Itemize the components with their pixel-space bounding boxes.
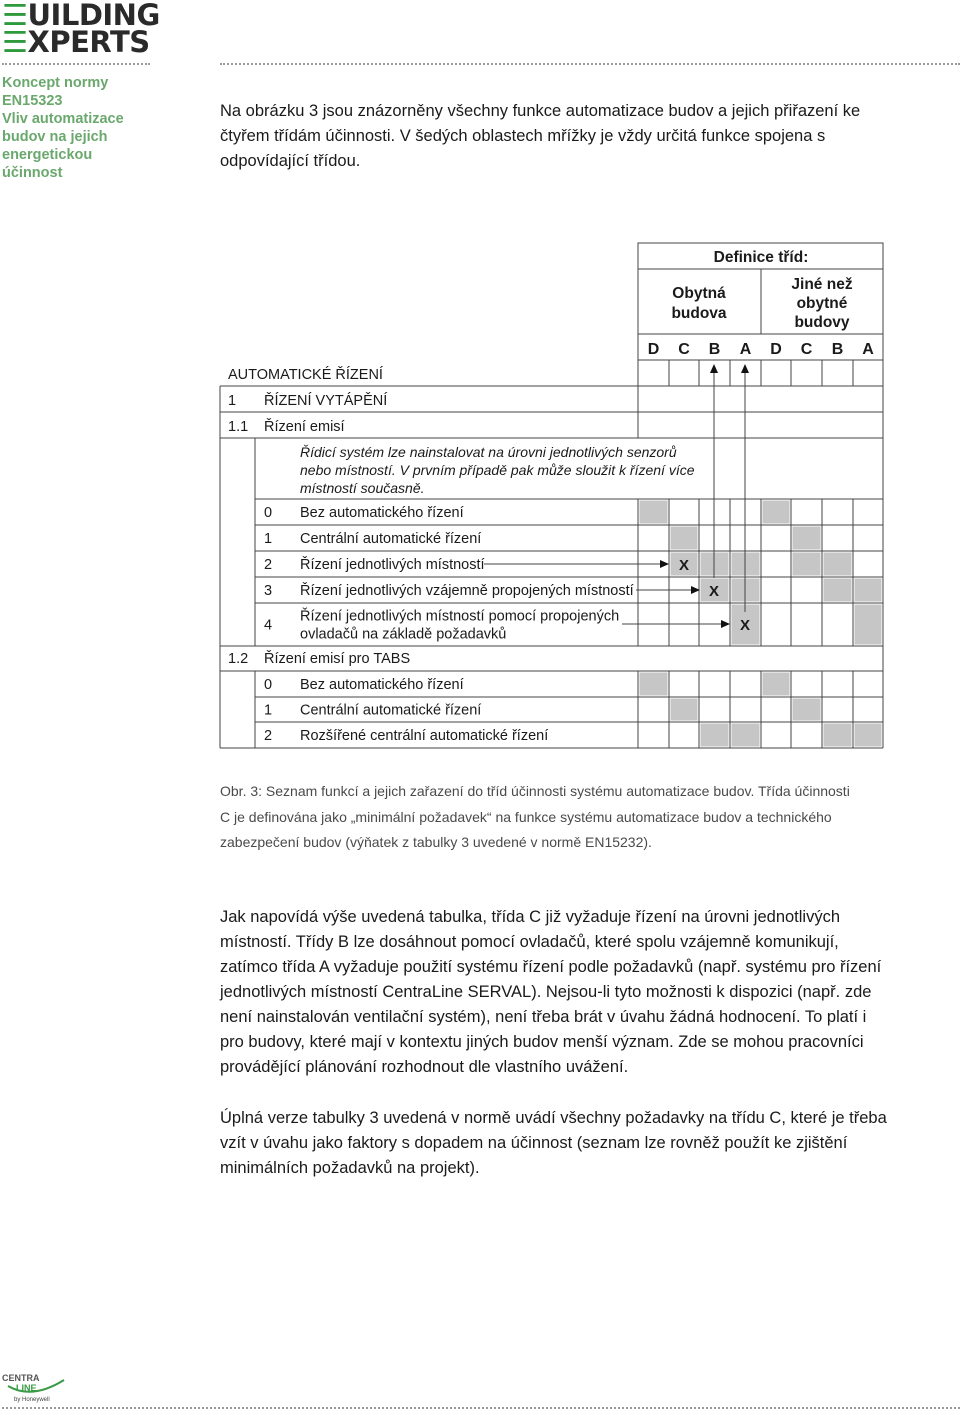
gray-cell [640,673,668,696]
row-number: 1 [228,393,237,409]
gray-cell [855,724,882,747]
emission-note: místností současně. [300,480,425,496]
row-number: 2 [264,557,273,573]
brand-bottom: LINE [16,1383,37,1393]
emission-note: nebo místností. V prvním případě pak může sloužit k řízení více [300,462,695,478]
gray-cell [793,553,821,576]
gray-cell [855,605,882,645]
logo-line-1: ☰UILDING [2,0,160,32]
gray-cell [793,699,821,721]
gray-cell [824,724,852,747]
row-label: Bez automatického řízení [300,677,464,693]
row-label: Řízení emisí pro TABS [264,651,411,667]
body-paragraph-2: Úplná verze tabulky 3 uvedená v normě uvádí všechny požadavky na třídu C, které je třeba vzít v úvahu jako faktory s dopadem na účinnost (seznam lze rovněž použít ke zjištění minimálních požadavků na projekt). [220,1109,887,1177]
row-number: 1 [264,702,273,719]
arrow-head-icon [741,364,749,373]
row-number: 1.1 [228,419,249,435]
row-label: Bez automatického řízení [300,505,464,521]
group-residential: Obytná [672,285,726,302]
row-label: Centrální automatické řízení [300,531,482,547]
logo-e-bars-icon: ☰ [2,0,28,32]
class-letter: A [862,341,874,358]
row-number: 1.2 [228,651,249,667]
sidebar-title: Koncept normy EN15323 Vliv automatizace budov na jejich energetickou účinnost [2,75,124,181]
class-letter: D [770,341,782,358]
row-label: Řízení emisí [264,419,345,435]
row-label: Řízení jednotlivých místností [300,557,485,573]
brand-by: by Honeywell [14,1397,50,1403]
group-nonresidential: Jiné než [791,276,853,293]
gray-cell [855,579,882,602]
logo-line-2: ☰XPERTS [2,25,150,59]
x-mark: X [678,557,690,574]
x-mark: X [708,583,720,600]
class-letter: C [678,341,690,358]
arrow-head-icon [721,620,730,628]
class-letter: D [647,341,660,358]
row-number: 0 [264,677,273,693]
row-number: 1 [264,531,273,547]
header-title: Definice tříd: [713,249,809,266]
emission-note: Řídicí systém lze nainstalovat na úrovni jednotlivých senzorů [300,444,677,460]
logo-e-bars-icon: ☰ [2,25,28,59]
gray-cell [793,527,821,550]
gray-cell [671,699,698,721]
gray-cell [640,501,668,524]
row-number: 4 [264,617,273,634]
class-letter: C [800,341,813,358]
body-paragraph-1: Jak napovídá výše uvedená tabulka, třída C již vyžaduje řízení na úrovni jednotlivých místností. Třídy B lze dosáhnout pomocí ovladačů, které spolu vzájemně komunikují, zatímco třída A vyžaduje použití systému řízení podle požadavků (např. systému pro řízení jednotlivých místností CentraLine SERVAL). Nejsou-li tyto možnosti k dispozici (např. zde není nainstalován ventilační systém), není třeba brát v úvahu žádná hodnocení. To platí i pro budovy, které mají v kontextu jiných budov menší význam. Zde se mohou pracovníci provádějící plánování rozhodnout dle vlastního uvážení. [220,908,882,1076]
class-letter: B [708,341,721,358]
gray-cell [824,553,852,576]
table-text [228,249,874,744]
row-number: 2 [264,728,273,744]
gray-cell [701,724,729,747]
group-nonresidential: budovy [794,314,850,331]
figure-caption: Obr. 3: Seznam funkcí a jejich zařazení do tříd účinnosti systému automatizace budov. Třída účinnosti C je definována jako „minimální požadavek“ na funkce systému automatizace budov a technického zabezpečení budov (výňatek z tabulky 3 uvedené v normě EN15232). [220,783,850,850]
row-label: Rozšířené centrální automatické řízení [300,728,549,744]
row-label: Centrální automatické řízení [300,702,482,719]
gray-cell [763,501,790,524]
arrow-head-icon [660,560,669,568]
row-number: 0 [264,505,273,521]
class-letter: A [739,341,752,358]
gray-cell [763,673,790,696]
x-mark: X [739,617,751,634]
brand-top: CENTRA [2,1373,40,1383]
centraline-logo [2,1370,72,1406]
intro-paragraph: Na obrázku 3 jsou znázorněny všechny funkce automatizace budov a jejich přiřazení ke čtyřem třídám účinnosti. V šedých oblastech mřížky je vždy určitá funkce spojena s odpovídající třídou. [220,102,861,170]
group-nonresidential: obytné [796,295,848,312]
arrow-head-icon [710,364,718,373]
row-label: Řízení jednotlivých vzájemně propojených místností [300,583,634,599]
gray-cell [732,724,760,747]
row-label: ovladačů na základě požadavků [300,626,507,643]
class-letter: B [831,341,844,358]
footer-divider [2,1407,960,1409]
row-label: Řízení jednotlivých místností pomocí propojených [300,608,620,625]
section-title: AUTOMATICKÉ ŘÍZENÍ [228,367,383,383]
row-number: 3 [264,583,273,599]
group-residential: budova [671,305,727,322]
row-label: ŘÍZENÍ VYTÁPĚNÍ [264,393,388,409]
gray-cell [824,579,852,602]
gray-cell [671,527,698,550]
